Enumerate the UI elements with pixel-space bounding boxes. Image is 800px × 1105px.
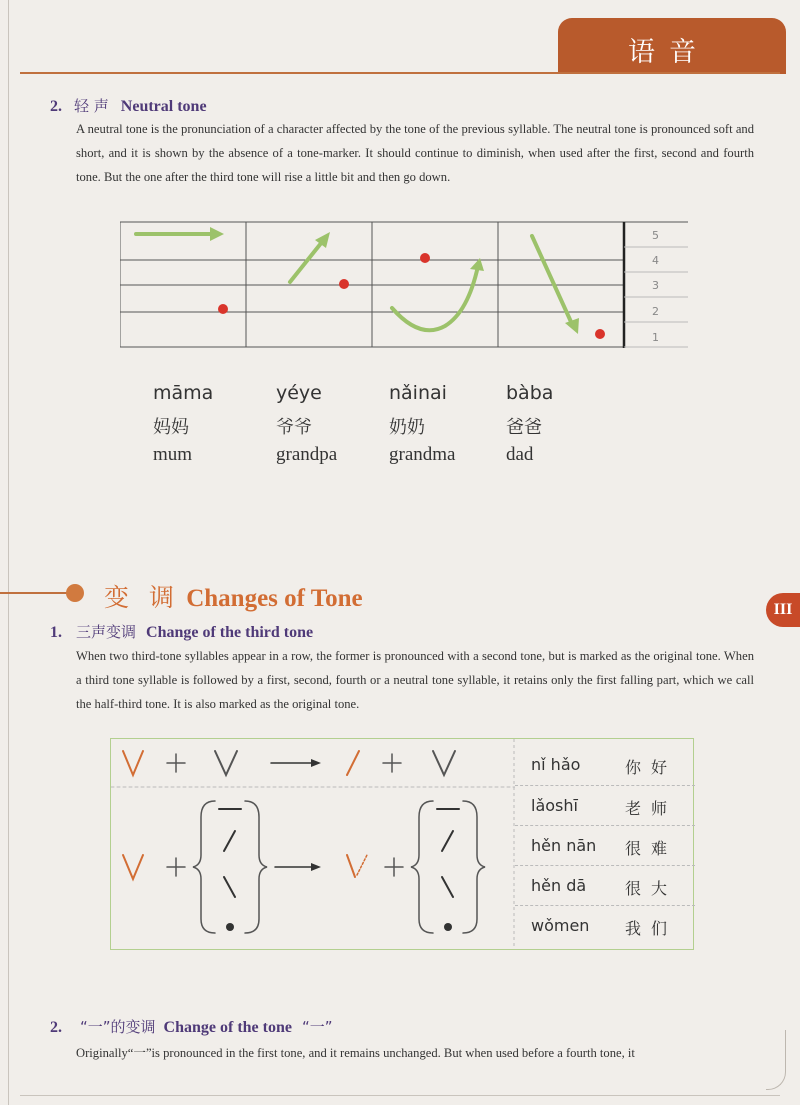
heading-chinese: 三声变调 — [76, 623, 137, 641]
example-english: grandma — [389, 444, 456, 465]
example-pinyin: bàba — [506, 382, 554, 404]
word-pinyin: nǐ hǎo — [531, 755, 581, 774]
word-row — [515, 825, 695, 865]
second-tone-mark-icon — [224, 831, 235, 851]
neutral-dot-1 — [218, 304, 228, 314]
third-tone-heading — [50, 621, 313, 642]
heading-english: Change of the third tone — [146, 624, 314, 641]
word-row — [515, 785, 695, 825]
neutral-dot-4 — [595, 329, 605, 339]
neutral-dot-2 — [339, 279, 349, 289]
fourth-tone-mark-icon — [442, 877, 453, 897]
neutral-tone-dot-icon — [226, 923, 234, 931]
section-bullet-icon — [66, 584, 84, 602]
scale-label-4: 4 — [652, 254, 659, 267]
third-tone-mark-icon — [215, 751, 237, 775]
word-row — [515, 905, 695, 945]
third-tone-mark-icon — [123, 855, 143, 879]
heading-chinese: 轻 声 — [74, 97, 109, 115]
neutral-tone-heading — [50, 95, 207, 116]
section-number: 2. — [50, 98, 62, 115]
yi-tone-heading — [50, 1016, 333, 1037]
page-edge-line — [8, 0, 9, 1105]
word-hanzi: 很难 — [625, 839, 678, 858]
word-hanzi: 我们 — [625, 919, 678, 938]
tone2-arrow — [290, 242, 322, 282]
heading-english: Neutral tone — [120, 98, 207, 115]
word-pinyin: lǎoshī — [531, 796, 578, 815]
page-corner — [766, 1030, 786, 1090]
tone4-arrow — [532, 236, 572, 324]
second-tone-mark-icon — [442, 831, 453, 851]
neutral-dot-3 — [420, 253, 430, 263]
scale-label-1: 1 — [652, 331, 659, 344]
scale-label-3: 3 — [652, 279, 659, 292]
neutral-tone-paragraph: A neutral tone is the pronunciation of a character affected by the tone of the previous syllable. The neutral tone is pronounced soft and short, and it is shown by the absence of a tone-marker. It should continue to diminish, when used after the first, second and fourth tone. But the one after the third tone will rise a little bit and then go down. — [76, 122, 754, 184]
heading-chinese: “一”的变调 — [80, 1018, 156, 1036]
second-tone-mark-icon — [347, 751, 359, 775]
word-pinyin: hěn nān — [531, 836, 597, 855]
example-pinyin: nǎinai — [389, 382, 447, 404]
example-hanzi: 奶奶 — [389, 417, 425, 438]
word-hanzi: 你好 — [625, 758, 678, 777]
section-number: 1. — [50, 624, 62, 641]
example-hanzi: 爷爷 — [276, 417, 312, 438]
section-number: 2. — [50, 1019, 62, 1036]
arrowhead-icon — [210, 227, 224, 241]
example-hanzi: 爸爸 — [506, 417, 542, 438]
right-brace-icon — [463, 801, 485, 933]
tone-contour-svg — [120, 220, 690, 350]
tone3-arrow — [392, 266, 478, 330]
heading-english: Changes of Tone — [186, 585, 363, 612]
changes-of-tone-heading — [104, 578, 363, 614]
heading-english: Change of the tone — [163, 1019, 292, 1036]
chapter-tab — [558, 18, 786, 74]
left-brace-icon — [193, 801, 215, 933]
neutral-tone-dot-icon — [444, 923, 452, 931]
yi-tone-paragraph: Originally“一”is pronounced in the first tone, and it remains unchanged. But when used before a fourth tone, it — [76, 1046, 635, 1060]
left-brace-icon — [411, 801, 433, 933]
heading-char: “一” — [301, 1018, 333, 1036]
scale-label-5: 5 — [652, 229, 659, 242]
example-english: mum — [153, 444, 193, 465]
section-rule — [0, 592, 68, 594]
word-hanzi: 很大 — [625, 879, 678, 898]
example-english: dad — [506, 444, 534, 465]
word-hanzi: 老师 — [625, 799, 678, 818]
third-tone-mark-icon — [123, 751, 143, 775]
word-row — [515, 865, 695, 905]
fourth-tone-mark-icon — [224, 877, 235, 897]
example-pinyin: yéye — [276, 382, 322, 404]
neutral-tone-diagram — [120, 220, 690, 350]
page-footer-rule — [20, 1095, 780, 1096]
example-pinyin: māma — [153, 382, 214, 404]
half-third-tone-mark-icon — [347, 855, 355, 877]
scale-label-2: 2 — [652, 305, 659, 318]
word-row — [515, 745, 695, 785]
example-hanzi: 妈妈 — [153, 417, 189, 438]
chapter-title: 语音 — [628, 37, 710, 68]
word-pinyin: hěn dā — [531, 876, 587, 895]
third-tone-mark-icon — [433, 751, 455, 775]
third-tone-change-table — [110, 738, 694, 950]
heading-chinese: 变 调 — [104, 583, 180, 612]
example-english: grandpa — [276, 444, 338, 465]
word-pinyin: wǒmen — [531, 916, 590, 935]
right-brace-icon — [245, 801, 267, 933]
chapter-side-tab: III — [766, 593, 800, 627]
header-rule — [20, 72, 780, 74]
tone-change-diagram — [111, 739, 515, 949]
third-tone-paragraph: When two third-tone syllables appear in a row, the former is pronounced with a second tone, but is marked as the original tone. When a third tone syllable is followed by a first, second, fourth or a neutral tone syllable, it retains only the first falling part, which we call the half-third tone. It is also marked as the original tone. — [76, 649, 754, 711]
